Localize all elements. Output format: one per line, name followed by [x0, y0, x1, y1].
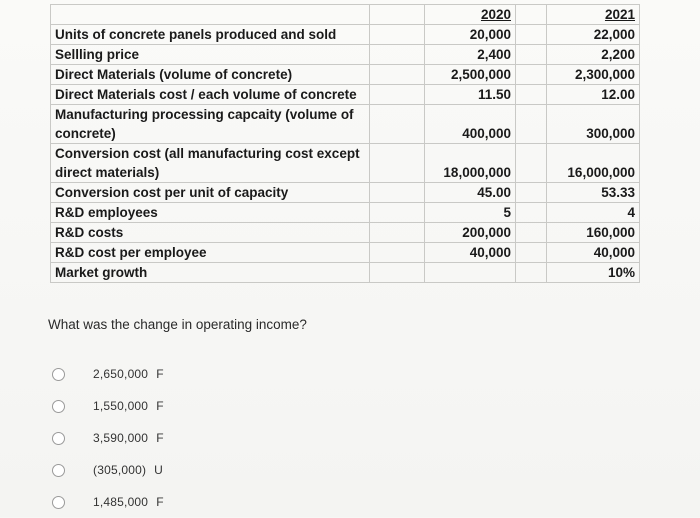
row-label	[51, 263, 370, 283]
row-label	[51, 203, 370, 223]
option-flag: F	[156, 431, 164, 445]
row-label-line: concrete)	[55, 126, 116, 141]
header-label-cell	[51, 5, 370, 25]
radio-button[interactable]	[52, 464, 65, 477]
value-2020: 18,000,000	[425, 144, 516, 183]
option-amount: (305,000)	[93, 463, 147, 477]
option-amount: 1,550,000	[93, 399, 149, 413]
option-flag: F	[156, 399, 164, 413]
row-label-line: direct materials)	[55, 165, 160, 180]
table-row	[51, 65, 640, 85]
answer-option[interactable]	[52, 454, 164, 486]
option-flag: F	[156, 367, 164, 381]
row-label-line: Manufacturing processing capcaity (volume of	[55, 107, 354, 122]
table-row	[51, 183, 640, 203]
value-2021: 160,000	[547, 223, 640, 243]
row-label-line: Sellling price	[55, 47, 140, 62]
row-label-line: Units of concrete panels produced and sold	[55, 27, 337, 42]
table-row	[51, 203, 640, 223]
answer-option[interactable]	[52, 486, 164, 518]
value-2021: 53.33	[547, 183, 640, 203]
table-row	[51, 25, 640, 45]
row-label-line: Conversion cost per unit of capacity	[55, 185, 289, 200]
value-2020: 11.50	[425, 85, 516, 105]
row-label	[51, 144, 370, 183]
header-2020: 2020	[425, 5, 516, 25]
value-2021: 300,000	[547, 105, 640, 144]
value-2020: 200,000	[425, 223, 516, 243]
radio-button[interactable]	[52, 368, 65, 381]
value-2021: 4	[547, 203, 640, 223]
value-2021: 10%	[547, 263, 640, 283]
answer-option[interactable]	[52, 390, 164, 422]
value-2020: 5	[425, 203, 516, 223]
value-2020: 400,000	[425, 105, 516, 144]
row-label-line: Direct Materials cost / each volume of concrete	[55, 87, 357, 102]
row-label	[51, 45, 370, 65]
row-label-line: R&D cost per employee	[55, 245, 207, 260]
value-2020: 40,000	[425, 243, 516, 263]
row-label	[51, 183, 370, 203]
value-2021: 40,000	[547, 243, 640, 263]
row-label-line: Direct Materials (volume of concrete)	[55, 67, 293, 82]
table-row	[51, 263, 640, 283]
table-row	[51, 243, 640, 263]
row-label-line: R&D costs	[55, 225, 124, 240]
data-table	[50, 4, 640, 283]
table-row	[51, 223, 640, 243]
answer-option[interactable]	[52, 358, 164, 390]
row-label	[51, 223, 370, 243]
row-label-line: Market growth	[55, 265, 148, 280]
value-2021: 2,300,000	[547, 65, 640, 85]
option-flag: U	[154, 463, 164, 477]
answer-option[interactable]	[52, 422, 164, 454]
option-flag: F	[156, 495, 164, 509]
row-label	[51, 25, 370, 45]
radio-button[interactable]	[52, 432, 65, 445]
row-label-line: Conversion cost (all manufacturing cost except	[55, 146, 360, 161]
value-2020	[425, 263, 516, 283]
row-label	[51, 105, 370, 144]
header-row	[51, 5, 640, 25]
option-amount: 2,650,000	[93, 367, 149, 381]
value-2020: 2,500,000	[425, 65, 516, 85]
answer-options	[52, 358, 164, 518]
option-amount: 1,485,000	[93, 495, 149, 509]
header-2021: 2021	[547, 5, 640, 25]
table-row	[51, 45, 640, 65]
value-2021: 22,000	[547, 25, 640, 45]
value-2021: 12.00	[547, 85, 640, 105]
table-row	[51, 85, 640, 105]
radio-button[interactable]	[52, 400, 65, 413]
value-2020: 20,000	[425, 25, 516, 45]
value-2021: 2,200	[547, 45, 640, 65]
row-label	[51, 243, 370, 263]
row-label	[51, 85, 370, 105]
question-text: What was the change in operating income?	[48, 317, 307, 332]
value-2020: 2,400	[425, 45, 516, 65]
row-label-line: R&D employees	[55, 205, 158, 220]
radio-button[interactable]	[52, 496, 65, 509]
table-row	[51, 105, 640, 144]
table-row	[51, 144, 640, 183]
value-2021: 16,000,000	[547, 144, 640, 183]
row-label	[51, 65, 370, 85]
value-2020: 45.00	[425, 183, 516, 203]
option-amount: 3,590,000	[93, 431, 149, 445]
